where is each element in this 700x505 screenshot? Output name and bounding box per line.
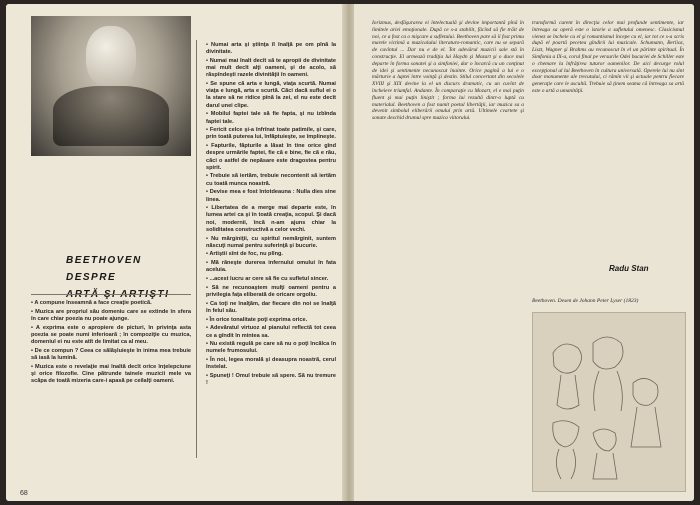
quotes-column-right [206,42,336,472]
quotes-column-left [31,300,191,472]
quote: • Adevăratul virtuoz al pianului reflectă tot ceea ce a gîndit în mintea sa. [206,325,336,339]
drawing-caption: Beethoven. Desen de Johann Peter Lyser (1823) [532,298,639,304]
beethoven-sketch-drawing [532,312,686,492]
author-signature: Radu Stan [609,264,649,273]
quote: • De ce compun ? Ceea ce sălăşluieşte în inima mea trebuie să iasă la lumină. [31,348,191,362]
quote: • Se spune că arta e lungă, viaţa scurtă. Numai viaţa e lungă, arta e scurtă. Căci dacă suflul ei o la stare să ne ridice pînă la zei, el nu este decît darul unei clipe. [206,81,336,110]
quote: • A compune înseamnă a face creaţie poetică. [31,300,191,307]
sketch-lines [533,313,685,491]
title-line-2: DESPRE [66,272,117,283]
right-page [354,4,694,501]
beethoven-bust-photo [31,16,191,156]
title-line-1: BEETHOVEN [66,255,142,266]
quote: • Fapturile, făpturile a lăsat în tine orice gînd despre urmările faptei, fie că e bine, fie că e rău, căci o astfel de nepăsare este dragostea pentru spirit. [206,143,336,172]
quote: • Nu există regulă pe care să nu o poţi încălca în numele frumosului. [206,341,336,355]
article-column-1: Iorizmus, desfăşurarea ei întelectuală şi devine importantă pînă în limitele ariei emoţionale. După ce s-a stabilit, făcînd să fie trăit de noi, ce a fost ca o mişcare a sufletului. Beethoven pare să îi fost primu marele victimă a muzicalului literaturo-romantic, care nu se separă de cuvîntul ... Dar nu e de el. Tot adevărul muzicii sale stă în construcţie. El urmează tradiţia lui Haydn şi Mozart şi o duce mai departe în forma sonatei şi a simfoniei, dar o încarcă cu un conţinut de idei şi sentimente necunoscut înainte. Orice pagină a lui e o mărturie a luptei între voinţă şi destin. Stilul concertant din secolele XVIII şi XIX devine la el un discurs dramatic, cu un cuvînt de încheiere triumfal. Andante. În comparaţie cu Mozart, el e mai puţin fluent şi mai puţin liniştit ; forma lui rezultă dintr-o luptă cu materialul. Beethoven a fost numit poetul libertăţii, iar muzica sa a devenit simbolul eliberării omului prin artă. Ultimele cvartete şi sonate deschid drumul spre muzica viitorului. [372,20,524,122]
quote: • Mă răneşte durerea infernului omului în fata aceluia. [206,260,336,274]
horizontal-divider [31,294,191,295]
quote: • A exprima este o apropiere de picturi, în privinţa asta poezia se poate numi inferioară ; în compoziţie cu muzica, domeniul ei nu este atît de limitat ca al meu. [31,325,191,347]
quote: • Numai arta şi ştiinţa îl înalţă pe om pînă la divinitate. [206,42,336,56]
article-column-2: transformă curent în direcţia celor mai profunde sentimente, iar întreaga sa operă este o istorie a sufletului omenesc. Clasicismul vienez se încheie cu el şi romantismul începe cu el, iar tot ce s-a scris după el poartă pecetea gîndirii lui muzicale. Schumann, Berlioz, Liszt, Wagner şi Brahms au recunoscut în el un părinte spiritual. În Simfonia a IX-a, corul final pe versurile Odei bucuriei de Schiller este o chemare la înfrăţirea tuturor oamenilor. De aici decurge rolul excepţional al lui Beethoven în cultura universală. Operele lui nu sînt doar monumente ale trecutului, ci rămîn vii şi actuale pentru fiecare generaţie care le ascultă. Trebuie să ţinem seama că întreaga sa artă este o artă a umanităţii. [532,20,684,94]
quote: • Devise mea e fost întotdeauna : Nulla dies sine linea. [206,189,336,203]
page-number: 68 [20,490,28,497]
left-page [6,4,346,501]
bust [86,26,136,86]
quote: • Libertatea de a merge mai departe este, în lumea artei ca şi în toată creaţia, scopul. Şi dacă noi, modernii, încă n-am ajuns chiar la soliditatea constructivă a celor vechi. [206,205,336,234]
quote: • Artiştii sînt de foc, nu plîng. [206,251,336,258]
quote: • În orice tonalitate poţi exprima orice. [206,317,336,324]
quote: • Fericit celce şi-a înfrînat toate patimile, şi care, prin toată puterea lui, înfăptuieşte, se împlineşte. [206,127,336,141]
quote: • Spuneţi ! Omul trebuie să spere. Să nu tremure ! [206,373,336,387]
book-spread [6,4,694,501]
armchair [53,86,169,146]
quote: • Muzica este o revelaţie mai înaltă decît orice înţelepciune şi orice filozofie. Cine pătrunde tainele muzicii mele va scăpa de toată mizeria care-i apasă pe ceilalţi oameni. [31,364,191,386]
column-divider [196,40,197,458]
quote: • În noi, legea morală şi deasupra noastră, cerul înstelat. [206,357,336,371]
quote: • Muzica are propriul său domeniu care se extinde în sfera în care chiar poezia nu poate ajunge. [31,309,191,323]
quote: • Numai mai înalt decît să te apropii de divinitate mai mult decît alţi oameni, şi de acolo, să răspîndeşti razele divinităţii în oameni. [206,58,336,80]
quote: • Mobilul faptei tale să fie fapta, şi nu izbînda faptei tale. [206,111,336,125]
article-title [66,252,186,303]
quote: • Trebuie să iertăm, trebuie necontenit să iertăm cu toată munca noastră. [206,173,336,187]
quote: • ...acest lucru ar cere să fie cu sufletul sincer. [206,276,336,283]
quote: • Nu mărginiţii, cu spiritul nemărginit, suntem născuţi numai pentru suferinţă şi bucurie. [206,236,336,250]
quote: • Să ne recunoaştem mulţi oameni pentru a privilegia faţa eliberată de oricare orgoliu. [206,285,336,299]
quote: • Ca toţi ne înalţăm, dar fiecare din noi se înalţă în felul său. [206,301,336,315]
